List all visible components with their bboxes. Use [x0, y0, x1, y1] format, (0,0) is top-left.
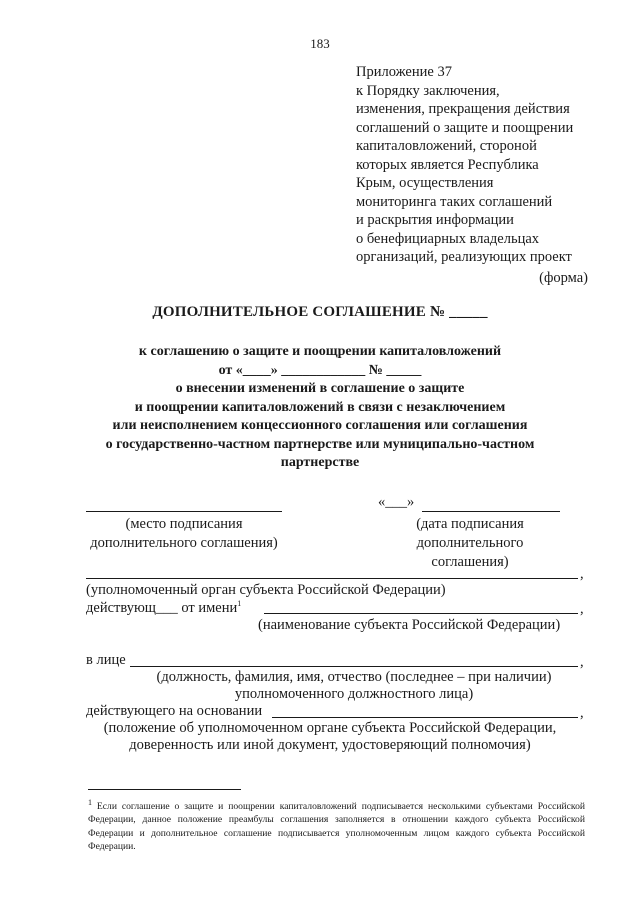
form-label: (форма): [539, 270, 588, 286]
date-day-quote: «___»: [378, 494, 415, 510]
authority-caption: (уполномоченный орган субъекта Российской Федерации): [86, 582, 446, 598]
appendix-line: Приложение 37: [356, 64, 452, 80]
signing-place-field[interactable]: [86, 511, 282, 512]
appendix-line: Крым, осуществления: [356, 175, 494, 191]
document-subtitle: [0, 343, 640, 473]
caption-line: дополнительного: [416, 535, 524, 551]
page-number: 183: [310, 36, 330, 51]
subtitle-line: о государственно-частном партнерстве или муниципально-частном: [105, 436, 535, 452]
caption-line: (дата подписания: [416, 516, 524, 532]
person-field[interactable]: [130, 666, 578, 667]
document-title: ДОПОЛНИТЕЛЬНОЕ СОГЛАШЕНИЕ № _____: [152, 304, 488, 320]
footnote-mark: 1: [88, 798, 92, 807]
person-label: в лице: [86, 652, 126, 668]
footnote-text: Если соглашение о защите и поощрении капиталовложений подписывается несколькими субъектами Российской Федерации, данное положение преамбулы соглашения заполняется в отношении каждого субъекта Российской Федерации и дополнительное соглашение подписывается уполномоченным лицом каждого субъекта Российской Федерации.: [88, 801, 585, 852]
subtitle-line: к соглашению о защите и поощрении капиталовложений: [138, 344, 502, 359]
comma: ,: [580, 705, 584, 721]
footnote-ref: 1: [237, 599, 242, 608]
caption-line: дополнительного соглашения): [90, 535, 278, 551]
subtitle-line: или неисполнением концессионного соглашения или соглашения: [112, 418, 528, 433]
basis-label: действующего на основании: [86, 703, 263, 719]
footnote: [88, 796, 585, 853]
basis-caption-line-1: (положение об уполномоченном органе субъекта Российской Федерации,: [103, 720, 557, 736]
subject-field[interactable]: [264, 613, 578, 614]
person-caption-line-2: уполномоченного должностного лица): [234, 686, 474, 702]
subtitle-line: и поощрении капиталовложений в связи с незаключением: [134, 399, 506, 415]
comma: ,: [580, 654, 584, 670]
subtitle-line: о внесении изменений в соглашение о защите: [175, 381, 465, 396]
appendix-line: и раскрытия информации: [356, 212, 514, 228]
appendix-line: организаций, реализующих проект: [356, 249, 572, 265]
appendix-line: о бенефициарных владельцах: [356, 230, 540, 247]
appendix-line: изменения, прекращения действия: [356, 101, 570, 117]
subtitle-line: партнерстве: [280, 455, 360, 470]
appendix-line: мониторинга таких соглашений: [356, 193, 553, 210]
acting-label-text: действующ___ от имени: [86, 599, 238, 616]
appendix-line: капиталовложений, стороной: [356, 138, 537, 154]
acting-label: [86, 599, 241, 617]
person-caption-line-1: (должность, фамилия, имя, отчество (последнее – при наличии): [156, 669, 552, 685]
signing-date-field[interactable]: [422, 511, 560, 512]
subject-caption: (наименование субъекта Российской Федерации): [258, 617, 561, 633]
authority-field[interactable]: [86, 578, 578, 579]
basis-caption-line-2: доверенность или иной документ, удостоверяющий полномочия): [129, 737, 531, 753]
subtitle-line: от «____» ____________ № _____: [218, 362, 422, 378]
signing-date-caption: [380, 515, 560, 572]
basis-field[interactable]: [272, 717, 578, 718]
appendix-line: к Порядку заключения,: [356, 82, 500, 99]
comma: ,: [580, 601, 584, 617]
appendix-line: соглашений о защите и поощрении: [356, 119, 574, 136]
appendix-line: которых является Республика: [356, 156, 539, 173]
appendix-header: [356, 63, 626, 267]
footnote-separator: [88, 789, 241, 790]
signing-place-caption: [86, 515, 282, 553]
comma: ,: [580, 566, 584, 582]
caption-line: соглашения): [431, 554, 509, 570]
caption-line: (место подписания: [125, 516, 243, 532]
